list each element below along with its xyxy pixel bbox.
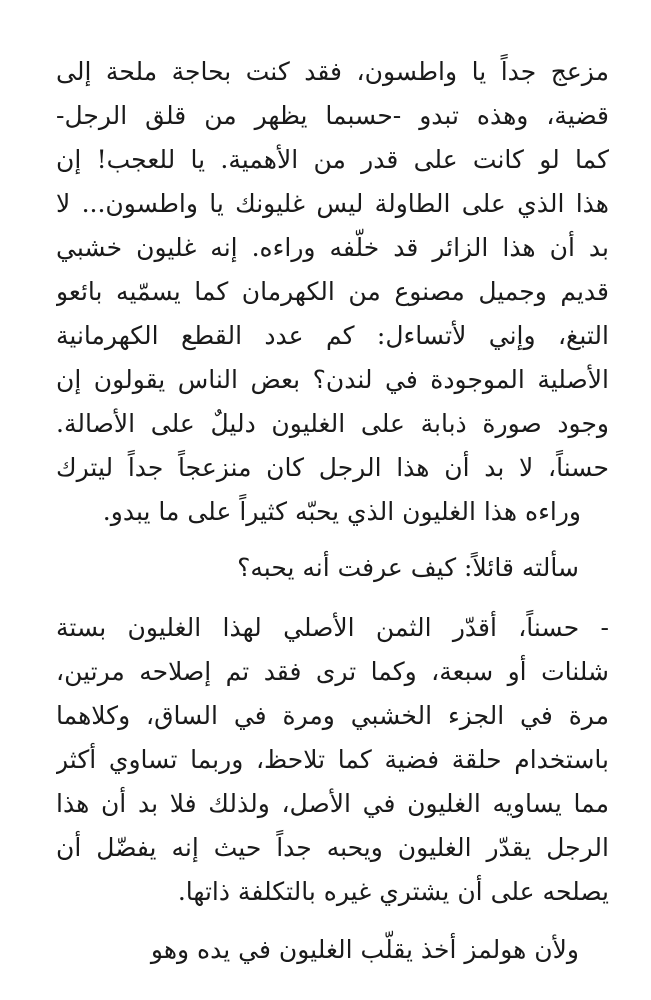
- text-line: الأصلية الموجودة في لندن؟ بعض الناس يقولون إن: [56, 365, 609, 394]
- text-line: يصلحه على أن يشتري غيره بالتكلفة ذاتها.: [177, 877, 609, 906]
- text-line: - حسناً، أقدّر الثمن الأصلي لهذا الغليون بستة: [56, 613, 609, 642]
- text-line: باستخدام حلقة فضية كما تلاحظ، وربما تساوي أكثر: [56, 745, 609, 774]
- text-line: الرجل يقدّر الغليون ويحبه جداً حيث إنه يفضّل أن: [56, 833, 609, 862]
- text-line: هذا الذي على الطاولة ليس غليونك يا واطسون... لا: [56, 189, 609, 218]
- text-line: وجود صورة ذبابة على الغليون دليلٌ على الأصالة.: [56, 409, 609, 438]
- dialogue-line: سألته قائلاً: كيف عرفت أنه يحبه؟: [237, 553, 579, 582]
- text-line: مرة في الجزء الخشبي ومرة في الساق، وكلاهما: [56, 701, 609, 730]
- text-line: كما لو كانت على قدر من الأهمية. يا للعجب! إن: [56, 145, 609, 174]
- text-line: وراءه هذا الغليون الذي يحبّه كثيراً على ما يبدو.: [102, 497, 581, 526]
- text-line: قضية، وهذه تبدو -حسبما يظهر من قلق الرجل-: [56, 101, 609, 130]
- text-line: بد أن هذا الزائر قد خلّفه وراءه. إنه غليون خشبي: [56, 233, 609, 262]
- text-line: قديم وجميل مصنوع من الكهرمان كما يسمّيه بائعو: [56, 277, 609, 306]
- text-line: شلنات أو سبعة، وكما ترى فقد تم إصلاحه مرتين،: [56, 657, 609, 686]
- text-line: ولأن هولمز أخذ يقلّب الغليون في يده وهو: [150, 935, 579, 964]
- text-line: مما يساويه الغليون في الأصل، ولذلك فلا بد أن هذا: [56, 789, 609, 818]
- text-line: حسناً، لا بد أن هذا الرجل كان منزعجاً جداً ليترك: [56, 453, 609, 482]
- text-line: مزعج جداً يا واطسون، فقد كنت بحاجة ملحة إلى: [56, 57, 609, 86]
- text-line: التبغ، وإني لأتساءل: كم عدد القطع الكهرمانية: [56, 321, 609, 350]
